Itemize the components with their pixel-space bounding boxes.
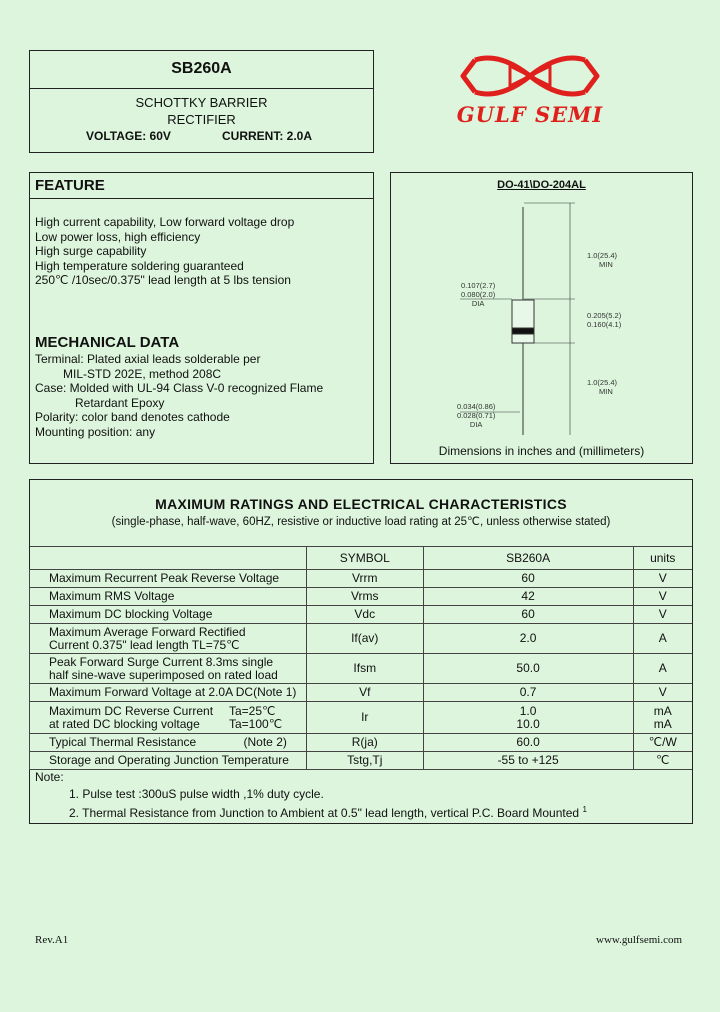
param-line: Maximum Average Forward Rectified <box>49 624 246 639</box>
unit-cell: V <box>633 606 692 624</box>
mechanical-line: Mounting position: any <box>35 424 156 439</box>
param-cell <box>30 702 307 734</box>
symbol-cell: Vrms <box>306 588 423 606</box>
dim-lead-bottom-min: MIN <box>599 387 613 396</box>
value-line: 10.0 <box>516 716 540 731</box>
mechanical-line: Terminal: Plated axial leads solderable per <box>35 352 261 366</box>
unit-cell <box>633 702 692 734</box>
package-caption: Dimensions in inches and (millimeters) <box>438 444 645 458</box>
mechanical-line: Retardant Epoxy <box>75 395 165 410</box>
table-row <box>30 752 693 770</box>
table-header-row <box>30 547 693 570</box>
mechanical-line: Polarity: color band denotes cathode <box>35 410 230 424</box>
param-cell: Maximum Recurrent Peak Reverse Voltage <box>30 570 307 588</box>
dim-lead-dia <box>457 402 495 429</box>
diode-outline-drawing <box>390 195 693 435</box>
symbol-cell: Vdc <box>306 606 423 624</box>
symbol-cell: Ifsm <box>306 654 423 684</box>
mechanical-line: Case: Molded with UL-94 Class V-0 recognized Flame <box>35 381 324 395</box>
value-cell: 60 <box>423 606 633 624</box>
note-ref: (Note 2) <box>243 735 287 749</box>
value-cell <box>423 702 633 734</box>
param-line: Current 0.375" lead length TL=75℃ <box>49 637 240 652</box>
company-logo <box>455 52 605 132</box>
table-row <box>30 624 693 654</box>
ratings-heading: MAXIMUM RATINGS AND ELECTRICAL CHARACTERISTICS <box>155 496 567 512</box>
table-row <box>30 734 693 752</box>
unit-cell: V <box>633 684 692 702</box>
ratings-subheading: (single-phase, half-wave, 60HZ, resistive or inductive load rating at 25℃, unless otherwise stated) <box>111 516 611 528</box>
dim-lead-dia-max: 0.034(0.86) <box>457 402 496 411</box>
col-part: SB260A <box>423 547 633 570</box>
mechanical-list <box>35 352 370 439</box>
col-symbol: SYMBOL <box>306 547 423 570</box>
value-cell: 0.7 <box>423 684 633 702</box>
unit-cell: A <box>633 624 692 654</box>
unit-cell: A <box>633 654 692 684</box>
value-cell: 50.0 <box>423 654 633 684</box>
param-cell <box>30 624 307 654</box>
dim-body-dia-max: 0.107(2.7) <box>461 281 496 290</box>
dim-lead-bottom <box>587 378 617 396</box>
logo-text: GULF SEMI <box>456 102 604 127</box>
dim-lead-top-min: MIN <box>599 260 613 269</box>
dim-lead-top-value: 1.0(25.4) <box>587 251 618 260</box>
dim-body-length <box>587 311 621 329</box>
value-cell: -55 to +125 <box>423 752 633 770</box>
condition-text: Ta=100℃ <box>229 716 283 731</box>
feature-list <box>35 215 370 288</box>
voltage-label: VOLTAGE: 60V <box>86 129 171 143</box>
dim-body-len-min: 0.160(4.1) <box>587 320 622 329</box>
feature-divider <box>29 198 374 199</box>
table-row <box>30 588 693 606</box>
symbol-cell: Vf <box>306 684 423 702</box>
note-item <box>35 803 685 821</box>
header-divider <box>29 88 374 89</box>
symbol-cell: R(ja) <box>306 734 423 752</box>
unit-line: mA <box>653 703 672 718</box>
param-cell: Maximum DC blocking Voltage <box>30 606 307 624</box>
feature-item: Low power loss, high efficiency <box>35 229 201 244</box>
revision-label: Rev.A1 <box>35 934 69 946</box>
mechanical-heading: MECHANICAL DATA <box>35 334 180 351</box>
param-cell <box>30 734 307 752</box>
param-cell: Maximum Forward Voltage at 2.0A DC(Note 1) <box>30 684 307 702</box>
mechanical-line: MIL-STD 202E, method 208C <box>63 366 222 381</box>
part-number: SB260A <box>171 60 232 77</box>
feature-item: 250℃ /10sec/0.375" lead length at 5 lbs tension <box>35 273 291 287</box>
note-text: 2. Thermal Resistance from Junction to Ambient at 0.5" lead length, vertical P.C. Board Mounted <box>69 806 580 820</box>
dim-body-len-max: 0.205(5.2) <box>587 311 622 320</box>
dim-lead-top <box>587 251 617 269</box>
note-superscript: 1 <box>582 805 587 814</box>
param-cell <box>30 654 307 684</box>
feature-item: High surge capability <box>35 244 147 258</box>
table-row <box>30 684 693 702</box>
package-title: DO-41\DO-204AL <box>497 179 586 191</box>
symbol-cell: Tstg,Tj <box>306 752 423 770</box>
unit-cell: V <box>633 570 692 588</box>
subtitle-line2: RECTIFIER <box>167 112 236 127</box>
unit-line: mA <box>653 716 672 731</box>
unit-cell: ℃/W <box>633 734 692 752</box>
dim-lead-dia-label: DIA <box>469 420 483 429</box>
feature-heading: FEATURE <box>35 177 105 194</box>
table-row <box>30 606 693 624</box>
dim-lead-bottom-value: 1.0(25.4) <box>587 378 618 387</box>
param-line: Peak Forward Surge Current 8.3ms single <box>49 654 274 669</box>
notes-label: Note: <box>35 770 64 784</box>
feature-item: High temperature soldering guaranteed <box>35 258 244 273</box>
param-text: Maximum DC Reverse Current <box>49 703 214 718</box>
logo-mark-icon <box>455 52 605 100</box>
table-row <box>30 702 693 734</box>
symbol-cell: Vrrm <box>306 570 423 588</box>
feature-item: High current capability, Low forward voltage drop <box>35 215 295 229</box>
param-cell: Maximum RMS Voltage <box>30 588 307 606</box>
value-cell: 60 <box>423 570 633 588</box>
param-text: at rated DC blocking voltage <box>49 716 200 731</box>
current-label: CURRENT: 2.0A <box>222 129 313 143</box>
symbol-cell: If(av) <box>306 624 423 654</box>
subtitle-line1: SCHOTTKY BARRIER <box>135 95 268 110</box>
value-line: 1.0 <box>519 703 537 718</box>
unit-cell: ℃ <box>633 752 692 770</box>
dim-body-dia-min: 0.080(2.0) <box>461 290 496 299</box>
value-cell: 42 <box>423 588 633 606</box>
value-cell: 60.0 <box>423 734 633 752</box>
param-cell: Storage and Operating Junction Temperature <box>30 752 307 770</box>
param-line: half sine-wave superimposed on rated load <box>49 667 278 682</box>
col-units: units <box>633 547 692 570</box>
param-line <box>49 718 303 731</box>
param-text: Typical Thermal Resistance <box>49 735 197 749</box>
unit-cell: V <box>633 588 692 606</box>
symbol-cell: Ir <box>306 702 423 734</box>
dim-lead-dia-min: 0.028(0.71) <box>457 411 496 420</box>
table-row <box>30 570 693 588</box>
note-item: 1. Pulse test :300uS pulse width ,1% duty cycle. <box>69 786 324 801</box>
dim-body-dia <box>461 281 495 308</box>
dim-body-dia-label: DIA <box>471 299 485 308</box>
website-link[interactable]: www.gulfsemi.com <box>596 934 683 946</box>
notes-section <box>35 770 685 821</box>
ratings-table <box>29 546 692 770</box>
table-row <box>30 654 693 684</box>
condition-text: Ta=25℃ <box>229 703 276 718</box>
value-cell: 2.0 <box>423 624 633 654</box>
